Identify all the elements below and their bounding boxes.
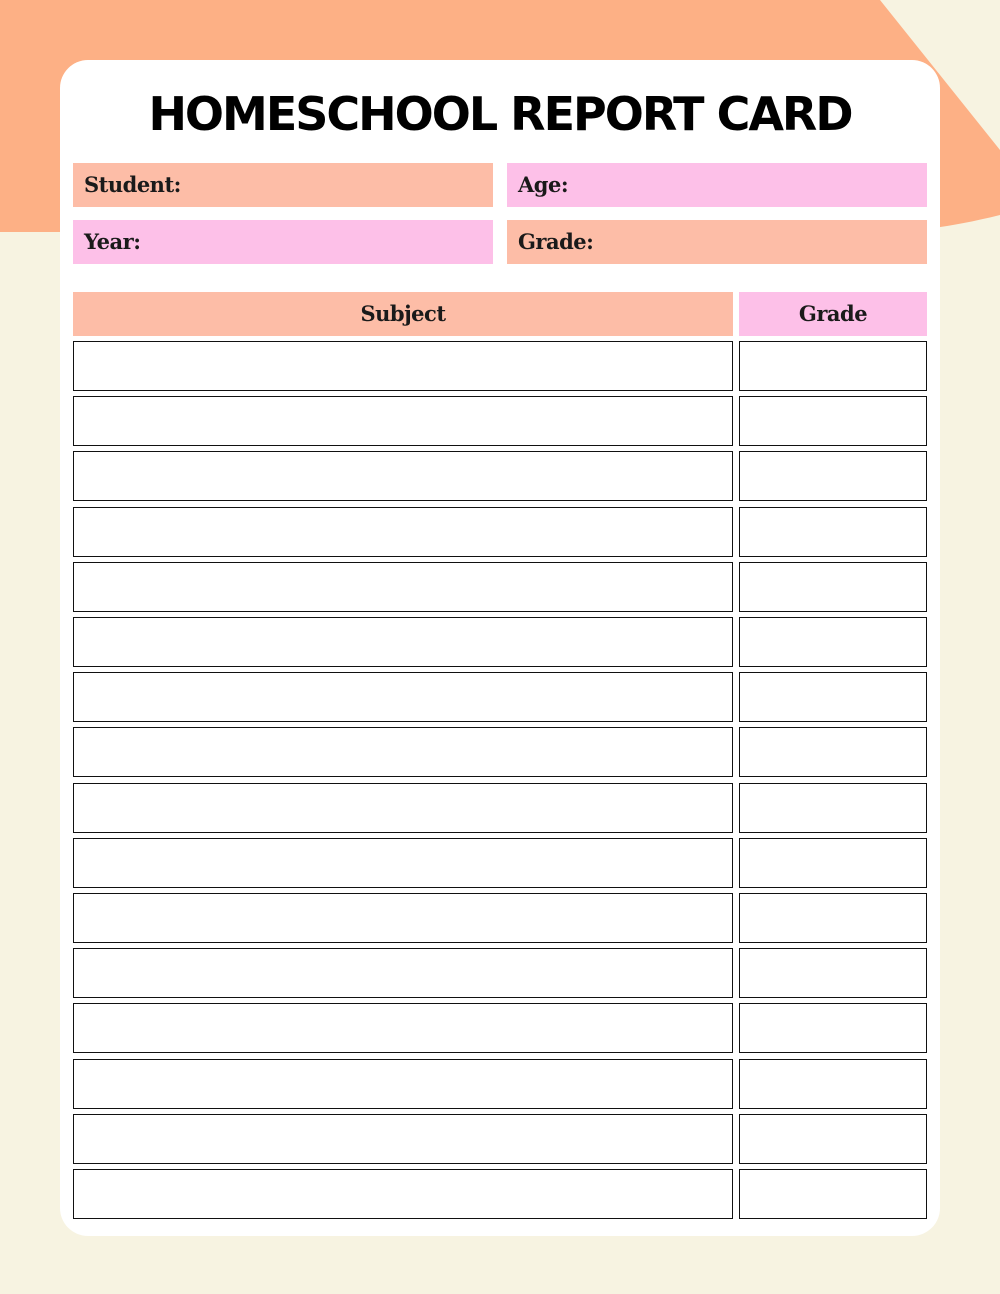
subject-cell[interactable] (73, 341, 733, 391)
subject-cell[interactable] (73, 1059, 733, 1109)
grade-cell[interactable] (739, 341, 927, 391)
age-label: Age: (518, 172, 569, 197)
grade-cell[interactable] (739, 617, 927, 667)
student-label: Student: (84, 172, 181, 197)
grade-cell[interactable] (739, 562, 927, 612)
subject-cell[interactable] (73, 727, 733, 777)
subject-cell[interactable] (73, 1169, 733, 1219)
year-label: Year: (84, 229, 141, 254)
grade-cell[interactable] (739, 396, 927, 446)
grade-cell[interactable] (739, 893, 927, 943)
grade-cell[interactable] (739, 672, 927, 722)
subject-cell[interactable] (73, 617, 733, 667)
subject-cell[interactable] (73, 893, 733, 943)
grade-label: Grade: (518, 229, 594, 254)
age-field[interactable] (507, 163, 927, 207)
subject-column-header: Subject (73, 292, 733, 336)
year-field[interactable] (73, 220, 493, 264)
subject-cell[interactable] (73, 672, 733, 722)
grade-cell[interactable] (739, 727, 927, 777)
subject-cell[interactable] (73, 948, 733, 998)
grade-cell[interactable] (739, 783, 927, 833)
subject-cell[interactable] (73, 562, 733, 612)
subject-cell[interactable] (73, 396, 733, 446)
subject-cell[interactable] (73, 783, 733, 833)
grade-cell[interactable] (739, 1114, 927, 1164)
grade-cell[interactable] (739, 948, 927, 998)
grade-cell[interactable] (739, 1003, 927, 1053)
grade-cell[interactable] (739, 451, 927, 501)
subject-cell[interactable] (73, 1114, 733, 1164)
student-field[interactable] (73, 163, 493, 207)
subject-cell[interactable] (73, 838, 733, 888)
grade-cell[interactable] (739, 838, 927, 888)
grade-column-header: Grade (739, 292, 927, 336)
grade-cell[interactable] (739, 1059, 927, 1109)
grade-cell[interactable] (739, 1169, 927, 1219)
subject-cell[interactable] (73, 507, 733, 557)
grade-cell[interactable] (739, 507, 927, 557)
grade-field[interactable] (507, 220, 927, 264)
subject-cell[interactable] (73, 451, 733, 501)
page-title: HOMESCHOOL REPORT CARD (148, 87, 852, 141)
subject-cell[interactable] (73, 1003, 733, 1053)
